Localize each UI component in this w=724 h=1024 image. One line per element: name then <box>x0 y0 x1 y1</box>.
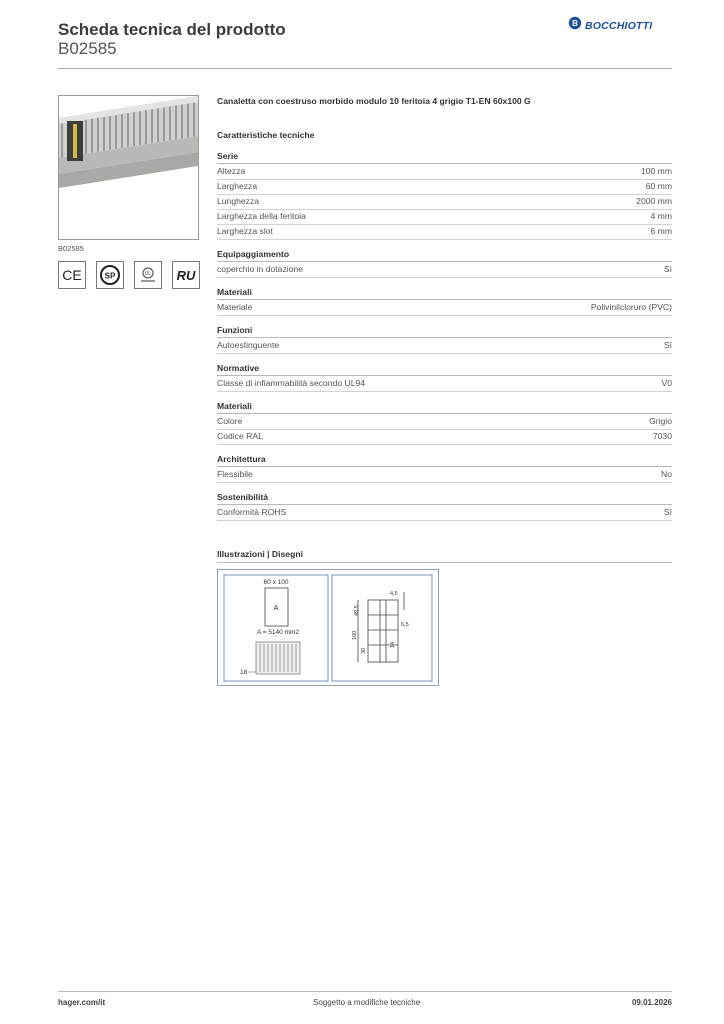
ru-mark-icon <box>172 261 200 289</box>
drawing-dim-1: 4,5 <box>390 591 398 597</box>
spec-label: Conformità ROHS <box>217 507 287 517</box>
spec-label: Classe di infiammabilità secondo UL94 <box>217 378 366 388</box>
section-title: Equipaggiamento <box>217 249 672 262</box>
spec-section <box>217 363 672 392</box>
certification-marks <box>58 261 200 289</box>
drawing-dim-6: 30 <box>361 647 367 654</box>
spec-value: 4 mm <box>650 211 672 221</box>
spec-row <box>217 415 672 430</box>
spec-value: 6 mm <box>650 226 672 236</box>
illustrations-title: Illustrazioni | Disegni <box>217 549 303 559</box>
spec-row <box>217 339 672 354</box>
spec-section <box>217 249 672 278</box>
footer-date: 09.01.2026 <box>631 998 672 1007</box>
spec-row <box>217 468 672 483</box>
spec-row <box>217 263 672 278</box>
spec-label: Larghezza slot <box>217 226 273 236</box>
product-name: Canaletta con coestruso morbido modulo 10 feritoia 4 grigio T1-EN 60x100 G <box>217 96 531 106</box>
tech-heading: Caratteristiche tecniche <box>217 130 315 140</box>
spec-value: 100 mm <box>640 166 672 176</box>
section-title: Funzioni <box>217 325 672 338</box>
spec-value: Sì <box>663 507 672 517</box>
spec-label: Materiale <box>217 302 253 312</box>
spec-row <box>217 506 672 521</box>
svg-text:UL: UL <box>144 271 152 277</box>
spec-section <box>217 454 672 483</box>
product-photo <box>58 95 199 240</box>
spec-row <box>217 301 672 316</box>
product-code: B02585 <box>58 39 117 58</box>
photo-caption: B02585 <box>58 244 84 253</box>
spec-label: Lunghezza <box>217 196 260 206</box>
spec-column <box>217 96 672 530</box>
drawing-dim-5: 100 <box>352 630 358 640</box>
spec-label: Altezza <box>217 166 246 176</box>
drawing-letter: A <box>273 605 279 612</box>
spec-value: 60 mm <box>645 181 672 191</box>
spec-section <box>217 151 672 240</box>
svg-text:B: B <box>572 19 578 28</box>
spec-section <box>217 287 672 316</box>
brand-emblem-icon <box>568 16 582 35</box>
section-title: Architettura <box>217 454 672 467</box>
spec-value: Sì <box>663 264 672 274</box>
spec-sections <box>217 151 672 521</box>
spec-label: Autoestinguente <box>217 340 280 350</box>
spec-value: Grigio <box>649 416 672 426</box>
spec-label: Colore <box>217 416 243 426</box>
page-title: Scheda tecnica del prodotto <box>58 20 286 39</box>
spec-label: Flessibile <box>217 469 253 479</box>
spec-value: 2000 mm <box>636 196 672 206</box>
spec-label: Larghezza della feritoia <box>217 211 306 221</box>
svg-text:RU: RU <box>176 268 196 283</box>
spec-section <box>217 325 672 354</box>
spec-row <box>217 430 672 445</box>
spec-section <box>217 401 672 445</box>
spec-value: Sì <box>663 340 672 350</box>
brand-name: BOCCHIOTTI <box>585 19 653 32</box>
drawing-dim-2: 6,5 <box>401 622 409 628</box>
spec-label: Codice RAL <box>217 431 263 441</box>
drawing-dim-section: 60 x 100 <box>263 579 289 586</box>
ce-mark-icon <box>58 261 86 289</box>
spec-section <box>217 492 672 521</box>
section-title: Materiali <box>217 287 672 300</box>
technical-drawing <box>217 569 439 686</box>
drawing-dim-3: 14 <box>390 641 396 648</box>
spec-value: 7030 <box>652 431 672 441</box>
spec-value: No <box>661 469 672 479</box>
drawing-slot-count: 18 <box>240 669 248 676</box>
spec-row <box>217 377 672 392</box>
section-title: Normative <box>217 363 672 376</box>
header-divider <box>58 68 672 69</box>
spec-row <box>217 225 672 240</box>
footer-divider <box>58 991 672 992</box>
csa-mark-icon <box>96 261 124 289</box>
spec-value: V0 <box>661 378 672 388</box>
section-title: Materiali <box>217 401 672 414</box>
footer-note: Soggetto a modifiche tecniche <box>313 998 421 1007</box>
drawing-dim-4: 49,5 <box>354 605 360 616</box>
spec-row <box>217 180 672 195</box>
spec-value: Polivinilcloruro (PVC) <box>590 302 672 312</box>
svg-text:SP: SP <box>104 271 116 281</box>
spec-label: coperchio in dotazione <box>217 264 303 274</box>
svg-text:CE: CE <box>62 267 82 283</box>
section-title: Serie <box>217 151 672 164</box>
spec-label: Larghezza <box>217 181 258 191</box>
spec-row <box>217 165 672 180</box>
footer-website: hager.com/it <box>58 998 106 1007</box>
spec-row <box>217 210 672 225</box>
section-title: Sostenibilità <box>217 492 672 505</box>
drawing-area: A = 5140 mm2 <box>256 629 300 636</box>
spec-row <box>217 195 672 210</box>
ul-recognized-icon <box>134 261 162 289</box>
brand-logo <box>568 16 652 35</box>
illustrations-divider <box>217 562 672 563</box>
